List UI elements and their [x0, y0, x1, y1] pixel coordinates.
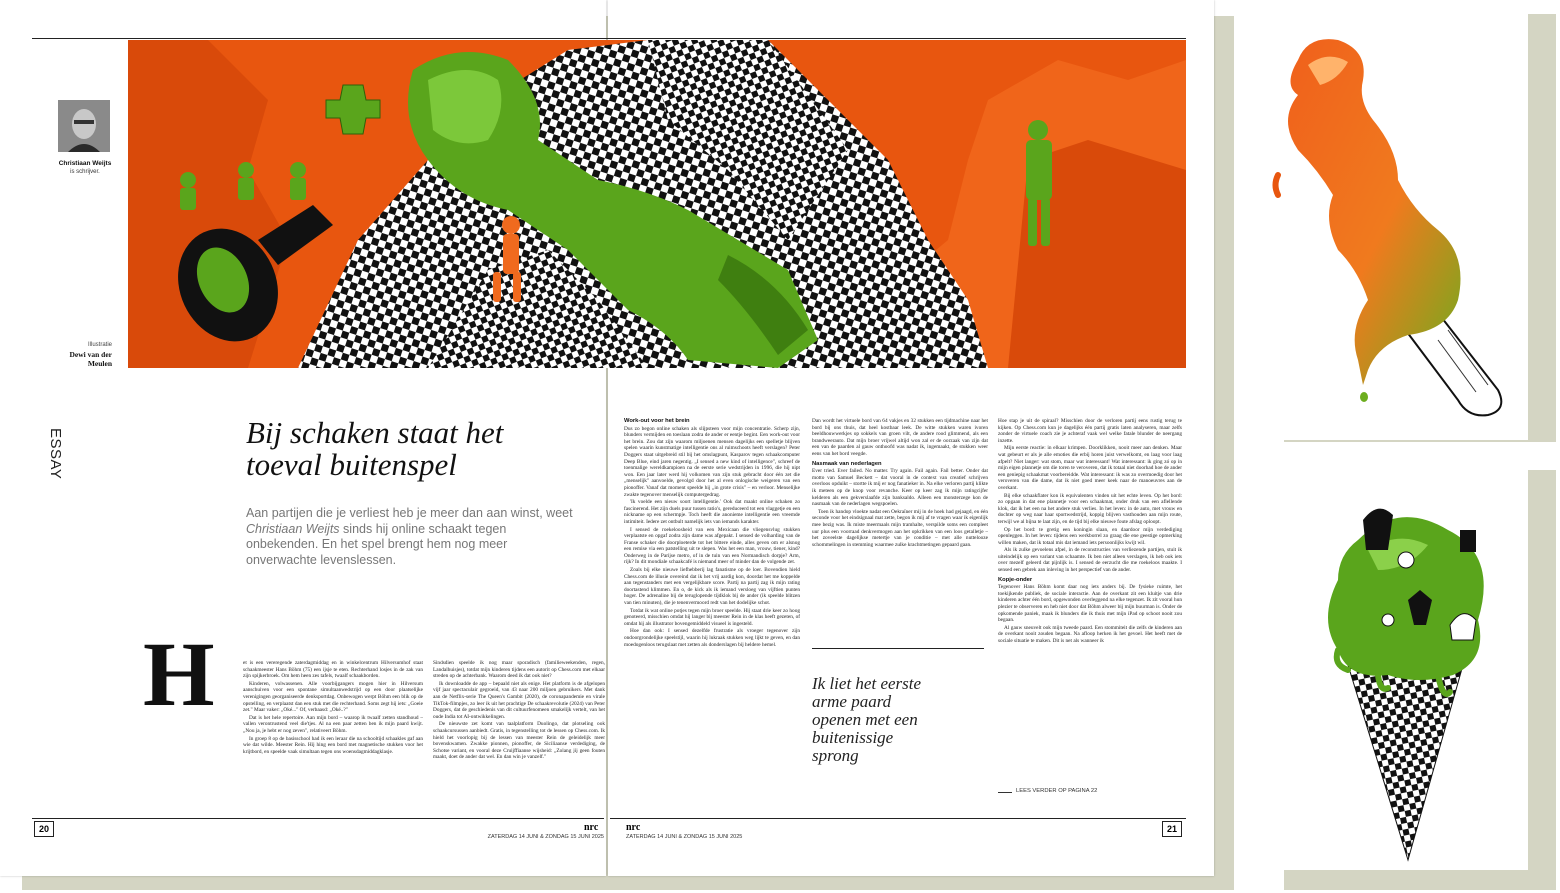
body-paragraph: Hoe dan ook: I sensed dezelfde frustratie als vroeger tegenover zijn ondoorgrondelijke speelstijl, waarin hij lukraak stukken weg lijkt te geven, en dan moedogenloos terugslaat met zetten als donderslagen bij heldere hemel. [624, 628, 800, 648]
body-paragraph: Bij elke schaakflater kon ik equivalenten vinden uit het echte leven. Op het bord: zo opgaan in dat ene plannetje voor een schaakmat, onder druk van een aflellende klok, dat ik het een na het andere stuk verlies. In het leven: in de auto, met vrouw en dochter op weg naar haar sportwedstrijd, koppig blijven vasthouden aan mijn route, terwijl we al bijna te laat zijn, en de tijd bij elke nieuwe foute afslag oploopt. [998, 492, 1182, 525]
body-paragraph: I sensed de roekeloosheid van een Mexicaan die vliegensvlug stukken verplaatste en opgaf zodra zijn dame was afgepakt. I sensed de volharding van de Franse schaker die doorploeterde tot het bittere einde, alles geven om er alsnog een remise via een patstelling uit te slepen. Was het een man, vrouw, tiener, kind? Onderweg in de Parijse metro, of in de tuin van een Normandisch dorpje? Arm, rijk? In dit mondiale schaakcafé is niemand meer of minder dan de volgende zet. [624, 526, 800, 566]
author-role: is schrijver. [70, 169, 100, 175]
body-paragraph: Mijn eerste reactie: in elkaar krimpen. Doorklikken, nooit meer aan denken. Maar wat gebeurt er als je alle emoties die erbij horen juist verwelkomt, en laag voor laag afpelt? Niet langer: wat stom, maar wat interessant! Wat interessant: ik ging zó op in mijn eigen plannetje om die toren te veroveren, dat ik totaal niet doorhad hoe de ander een geniepig schaakmat voorbereidde. Wat interessant: ik was zo overmoedig door het veroveren van die dame, dat ik niet goed meer keek naar de manoeuvres aan de overkant. [998, 445, 1182, 491]
body-paragraph: De nieuwste zet komt van taalplatform Duolingo, dat plotseling ook schaakcursussen aanbiedt. Gratis, in tegenstelling tot de lessen op Chess.com. Ik hield het voorlopig bij de lessen van meester Rein de geleidelijk meer bovenskwamen. Zwakke pionnen, pionoffer, de Siciliaanse verdediging, de Schotse variant, en vooral deze Cruijffiaanse wijsheid: „Zolang jij geen fouten maakt, doet de ander dat wel. En dan win je vanzelf." [433, 721, 605, 761]
body-paragraph: 'Ik voelde een nieuw soort intelligentie.' Ook dat maakt online schaken zo fascinerend. Het zijn duels puur tussen ratio's, gereduceerd tot een vlaggetje en een nickname op een schermpje. Toch heeft die anonieme intelligentie een vreemde intimiteit. Iedere zet ontbult namelijk iets van iemands karakter. [624, 499, 800, 525]
body-column-5 [998, 418, 1182, 778]
illustration-label: Illustratie [87, 342, 112, 348]
ice-cream-cone-illustration [1238, 460, 1528, 870]
body-paragraph: Kinderen, volwassenen. Alle voorbijgangers mogen hier in Hilversum aanschuiven voor een spontane simultaanwedstrijd op een door plaatselijke verenigingen georganiseerde denksportdag. Onbewogen werpt Böhm een blik op de opstelling, en verplaatst dan een stuk met die rechterhand. Soms zegt hij iets: „Goeie zet." Maar vaker: „Oké..." Of, verbaasd: „Oké..?" [243, 680, 423, 714]
subheading: Kopje-onder [998, 576, 1033, 583]
body-paragraph: Ever tried. Ever failed. No matter. Try again. Fail again. Fail better. Onder dat motto van Samuel Beckett – dat vooral in de context van creatief schrijven overloos opduikt – stortte ik mij er nog fanatieker in. Na elke verloren partij klikte ik meteen op de knop voor revanche. Keer op keer zag ik mijn ratingcijfer kelderen als een gekverslaafde zijn banksaldo. Alleen een monsterzege kon de nasmaak van de nederlagen wegspoelen. [812, 468, 988, 508]
footer-logo-left: nrc [584, 822, 599, 833]
lead-text-2: sinds hij online schaakt tegen onbekenden. En het spel brengt hem nog meer onverwachte levenslessen. [246, 521, 508, 567]
author-photo [58, 100, 110, 152]
body-paragraph: Totdat ik wat online potjes tegen mijn broer speelde. Hij staat drie keer zo hoog genoteerd, misschien omdat hij langer bij meester Rein in de klas heeft gezeten, of omdat hij als illustrator bovengemiddeld visueel is ingesteld. [624, 607, 800, 627]
lead-paragraph [246, 506, 576, 568]
pull-quote: Ik liet het eerste arme paard openen met een buitenissige sprong [812, 674, 922, 765]
footer-date-right: ZATERDAG 14 JUNI & ZONDAG 15 JUNI 2025 [626, 834, 743, 840]
footer-rule-right [610, 818, 1186, 819]
drop-cap: H [143, 623, 215, 725]
body-paragraph: Dat is het hele repertoire. Aan mijn bord – waarop ik twaalf zetten standhoud – vallen verontrustend veel die'tjes. Al na een paar zetten ben ik mijn paard kwijt. „Nou ja, je hebt er nog zeven", relativeert Böhm. [243, 714, 423, 734]
body-paragraph: Al gauw sneuvelt ook mijn tweede paard. Een stommiteit die zelfs de kinderen aan de overkant nooit zouden begaan. Na afloop herken ik het gevoel. Het heeft met de sociale situatie te maken. Dit is net als wanneer ik [998, 624, 1182, 644]
body-column-2 [433, 660, 605, 810]
body-paragraph: Ik downloadde de app – bepaald niet als enige. Het platform is de afgelopen vijf jaar spectaculair gegroeid, van 43 naar 200 miljoen gebruikers. Met dank aan de Netflix-serie The Queen's Gambit (2020), de coronapandemie en virale TikTok-filmpjes, zo leer ik uit het prachtige De schaakrevolutie (2024) van Peter Doggers, dat de geschiedenis van dit cultuurfenomeen smakelijk vertelt, van het oude India tot AI-ontwikkelingen. [433, 680, 605, 720]
body-paragraph: Sindsdien speelde ik nog maar sporadisch (familieweekenden, regen, Landalhuisjes), totdat mijn kinderen tijdens een autorit op Chess.com met elkaar streden op de achterbank. Waarom deed ik dat ook niet? [433, 660, 605, 680]
body-paragraph: Hoe stap je uit de spiraal? Misschien door de verloren partij eens rustig terug te kijken. Op Chess.com kun je dagelijks één partij gratis laten analyseren, maar zelfs zonder de virtuele coach zie je achteraf vaak wel welke fatale blunder de neergang inzette. [998, 418, 1182, 444]
headline: Bij schaken staat het toeval buitenspel [246, 415, 504, 482]
top-rule [32, 38, 1186, 39]
chess-illustration [128, 40, 1186, 368]
illustrator-name: Dewi van der Meulen [69, 350, 112, 368]
body-paragraph: et is een vereregende zaterdagmiddag en in winkelcentrum Hilversumhof staat schaakmeester Hans Böhm (75) een ijsje te eten. Rechterhand losjes in de zak van zijn spijkerbroek. Om hem heen zes tafels, twaalf schaakborden. [243, 660, 423, 680]
section-label: ESSAY [47, 428, 64, 480]
subheading: Work-out voor het brein [624, 418, 690, 424]
footer-logo-right: nrc [626, 822, 641, 833]
body-paragraph: In groep 8 op de basisschool had ik een leraar die na schooltijd schaakles gaf aan wie dat wilde. Meester Rein. Hij hing een bord met magnetische stukken voor het krijtbord, en speelde vaak simultaan tegen ons woensdagmiddagklasje. [243, 735, 423, 755]
page-number-right: 21 [1162, 821, 1182, 837]
continued-line [998, 792, 1012, 793]
page-number-left: 20 [34, 821, 54, 837]
footer-date-left: ZATERDAG 14 JUNI & ZONDAG 15 JUNI 2025 [487, 834, 604, 840]
body-paragraph: Als ik zulke gevoelens afpel, in de reconstructies van verliezende partijen, stuit ik uiteindelijk op een variant van schaamte. Ik ben niet alleen verslagen, ik heb ook iets over mezelf geleerd dat pijnlijk is. I sensed de eerzucht die me roekeloos maakte. I sensed een gebrek aan inleving in het perspectief van de ander. [998, 547, 1182, 574]
pull-quote-rule-top [812, 648, 984, 649]
body-paragraph: Tegenover Hans Böhm komt daar nog iets anders bij. De fysieke ruimte, het toekijkende publiek, de sociale interactie. Aan de overkant zit een kluitje van drie kinderen achter één bord, opgewonden overleggend na elke tegenzet. Ik zit vooral hun plezier te observeren en heb niet door dat Böhm alweer bij mijn buurman is. Onder de opkomende paniek, maak ik blunders die ik thuis met mijn iPad op schoot nooit zou begaan. [998, 584, 1182, 624]
body-paragraph: Op het bord: te gretig een koningin slaan, en daardoor mijn verdediging openleggen. In het leven: tijdens een werkborrel zo graag die ene geestige opmerking willen maken, dat ik totaal mis dat iemand iets persoonlijks kwijt wil. [998, 526, 1182, 546]
body-column-3 [624, 418, 800, 810]
subheading: Nasmaak van nederlagen [812, 460, 882, 467]
body-paragraph: Zoals bij elke nieuwe liefhebberij lag fanatisme op de loer. Bovendien hield Chess.com de illusie overeind dat ik het vrij aardig kon, doordat het me koppelde aan tegenstanders met een vergelijkbare score. Partij na partij zag ik mijn rating doortastend klimmen. En o, de kick als ik iemand versloeg van vijftien punten hoger. De adrenaline bij de teruglopende tijdklok bij de ander (ik speelde blitzen van tien minuten), die je tenenvermoord redt van het dodelijke schot. [624, 567, 800, 607]
body-column-1 [243, 660, 423, 810]
lead-author: Christiaan Weijts [246, 521, 340, 536]
lead-text-1: Aan partijen die je verliest heb je meer dan aan winst, weet [246, 506, 573, 520]
pawn-popsicle-illustration [1238, 0, 1528, 440]
footer-rule-left [32, 818, 604, 819]
continued-note: LEES VERDER OP PAGINA 22 [1016, 788, 1098, 794]
body-paragraph: Dus zo begon online schaken als slijpsteen voor mijn concentratie. Scherp zijn, blunders vermijden en toeslaan zodra de ander er eentje begint. Een work-out voor het brein. Zou dat zijn waarom miljoenen mensen dagelijks een spelletje blijven spelen waarin kunstmatige intelligentie ons al ruimschoots heeft verslagen? Peter Doggers staat uitgebreid stil bij het omslagpunt, Kasparov tegen schaakcomputer Deep Blue, eind jaren negentig. „I sensed a new kind of intelligence", schreef de toenmalige wereldkampioen na de eerste serie wedstrijden in 1996, die hij nipt won. Een jaar later werd hij volkomen van zijn stuk gebracht door één zet die „menselijk" aanvoelde, gevolgd door het al even onlogische weigeren van een pionoffer. Vanaf dat moment speelde hij „in grote crisis" – en verloor. Menselijke zwakte tegenover menselijk computergedrag. [624, 425, 800, 498]
body-paragraph: Dan wordt het virtuele bord van 64 vakjes en 32 stukken een tijdmachine naar het bord bij ons thuis, dat heel kostbaar leek. De witte stukken waren ivoren beeldhouwwerkjes op sokkels van groen vilt, de andere rood glimmend, als een brandweerauto. Dat mijn broer vrijwel altijd won zal er de oorzaak van zijn dat een van de paarden al gauw onthoofd was nadat ik, ingemaakt, de stukken weer eens van het bord veegde. [812, 418, 988, 457]
body-paragraph: Toen ik handop vloekte nadat een Oekraïner mij in de hoek had gejaagd, en één seconde voor het eindsignaal mat zette, begon ik mij af te vragen waar ik eigenlijk mee bezig was. Ik miste meermaals mijn tramhalte, verspilde soms een compleet uur plus een voorraad denkvermogen aan het opkrikken van een loos getalletje – het zoveelste dagelijkse metertje van je conditie – met alle nuttelooze schommelingen in stemming waarmee zulke krachtmetingen gepaard gaan. [812, 508, 988, 548]
body-column-4 [812, 418, 988, 626]
author-name: Christiaan Weijts [58, 160, 112, 167]
